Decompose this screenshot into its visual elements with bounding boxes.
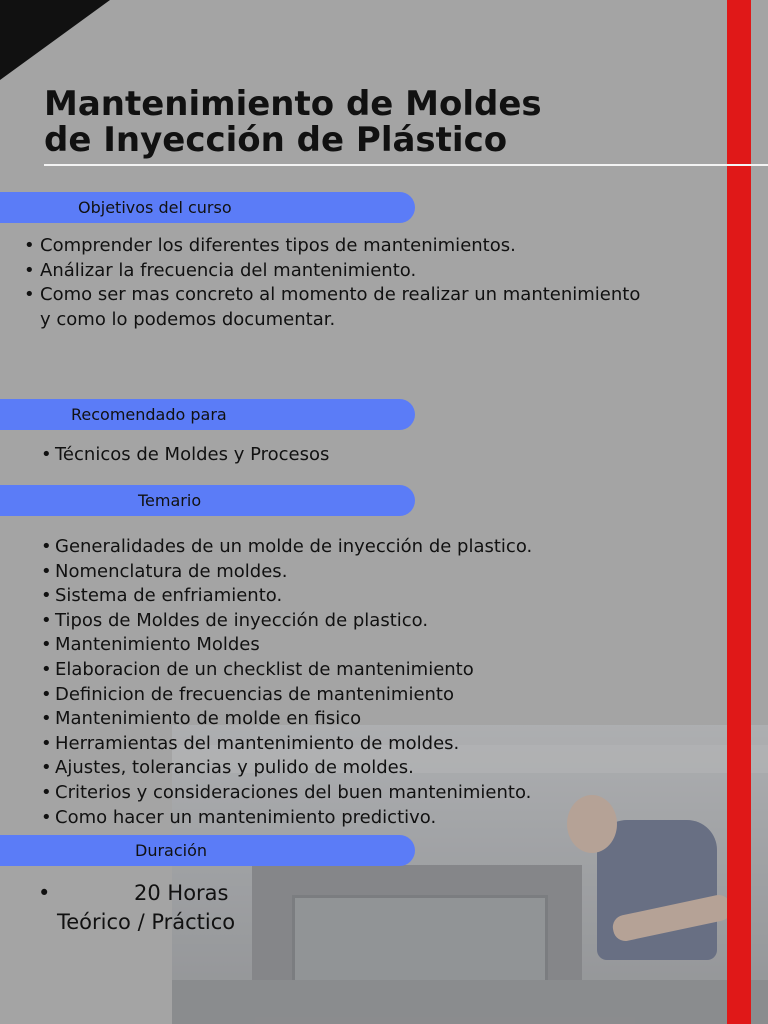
list-item: • Técnicos de Moldes y Procesos [29, 443, 669, 468]
section-header-temario [0, 485, 415, 516]
list-item: • Mantenimiento Moldes [29, 633, 689, 658]
section-header-recomendado [0, 399, 415, 430]
section-label: Objetivos del curso [78, 198, 232, 217]
duration-hours: 20 Horas [134, 881, 229, 905]
list-item: • Comprender los diferentes tipos de mantenimientos. [18, 234, 648, 259]
section-label: Recomendado para [71, 405, 227, 424]
bullet-dot: • [38, 881, 51, 905]
section-label: Duración [135, 841, 208, 860]
list-item: • Como hacer un mantenimiento predictivo. [29, 806, 689, 831]
list-item: • Generalidades de un molde de inyección de plastico. [29, 535, 689, 560]
list-item: • Criterios y consideraciones del buen mantenimiento. [29, 781, 689, 806]
list-item: • Análizar la frecuencia del mantenimiento. [18, 259, 648, 284]
title-divider [44, 164, 768, 166]
list-item: • Sistema de enfriamiento. [29, 584, 689, 609]
red-accent-bar [727, 0, 751, 1024]
objetivos-list [18, 234, 648, 332]
list-item: • Definicion de frecuencias de mantenimiento [29, 683, 689, 708]
section-header-duracion [0, 835, 415, 866]
duration-mode: Teórico / Práctico [57, 910, 236, 934]
list-item: • Tipos de Moldes de inyección de plastico. [29, 609, 689, 634]
page-title [44, 86, 704, 158]
list-item: • Ajustes, tolerancias y pulido de moldes. [29, 756, 689, 781]
list-item: • Elaboracion de un checklist de mantenimiento [29, 658, 689, 683]
temario-list [29, 535, 689, 830]
corner-triangle [0, 0, 110, 80]
section-label: Temario [138, 491, 202, 510]
list-item: • Mantenimiento de molde en fisico [29, 707, 689, 732]
title-line-1: Mantenimiento de Moldes [44, 84, 542, 124]
section-header-objetivos [0, 192, 415, 223]
recomendado-list [29, 443, 669, 468]
list-item: • Como ser mas concreto al momento de realizar un mantenimiento y como lo podemos documentar. [18, 283, 648, 332]
title-line-2: de Inyección de Plástico [44, 120, 508, 160]
list-item: • Herramientas del mantenimiento de moldes. [29, 732, 689, 757]
list-item: • Nomenclatura de moldes. [29, 560, 689, 585]
